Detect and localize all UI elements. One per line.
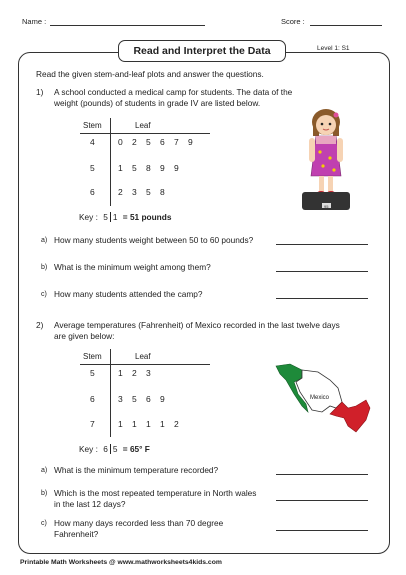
- instructions: Read the given stem-and-leaf plots and answer the questions.: [36, 69, 264, 79]
- p1-leaf: 3: [132, 187, 137, 197]
- p1-leaf: 2: [118, 187, 123, 197]
- p2-leaf: 2: [132, 368, 137, 378]
- p2-leaf: 1: [118, 368, 123, 378]
- p1-leaf: 5: [146, 187, 151, 197]
- q2b-text-2: in the last 12 days?: [54, 499, 126, 509]
- q1a-letter: a): [41, 237, 48, 244]
- p1-leaf-header: Leaf: [135, 121, 151, 130]
- p2-key-stem: 6: [103, 444, 108, 454]
- q2c-letter: c): [41, 520, 47, 527]
- p2-leaf: 6: [146, 394, 151, 404]
- p2-leaf: 5: [132, 394, 137, 404]
- p2-leaf: 2: [174, 419, 179, 429]
- q2a-text: What is the minimum temperature recorded?: [54, 465, 219, 475]
- score-line[interactable]: [310, 25, 382, 26]
- problem-2-number: 2): [36, 320, 44, 330]
- p2-stem: 7: [90, 419, 95, 429]
- q1b-letter: b): [41, 264, 48, 271]
- p1-header-rule: [80, 133, 210, 134]
- q1c-text: How many students attended the camp?: [54, 289, 203, 299]
- q2c-text-1: How many days recorded less than 70 degree: [54, 518, 224, 528]
- p1-stem: 6: [90, 187, 95, 197]
- p2-key-label: Key :: [79, 444, 98, 454]
- name-line[interactable]: [50, 25, 205, 26]
- p1-key-stem: 5: [103, 212, 108, 222]
- level-label: Level 1: S1: [317, 45, 350, 52]
- q2b-answer-line[interactable]: [276, 500, 368, 501]
- p2-leaf: 3: [146, 368, 151, 378]
- p2-key-value: = 65° F: [122, 444, 150, 454]
- p1-leaf: 6: [160, 137, 165, 147]
- score-label: Score :: [281, 17, 305, 26]
- mexico-label: Mexico: [310, 395, 330, 401]
- p2-leaf: 9: [160, 394, 165, 404]
- p1-key-leaf: 1: [112, 212, 118, 222]
- q1c-answer-line[interactable]: [276, 298, 368, 299]
- problem-2-text-1: Average temperatures (Fahrenheit) of Mexico recorded in the last twelve days: [54, 320, 340, 330]
- p1-key-value: = 51 pounds: [122, 212, 172, 222]
- p2-key-divider: [110, 444, 111, 454]
- p1-key-label: Key :: [79, 212, 98, 222]
- p2-leaf-header: Leaf: [135, 352, 151, 361]
- p1-leaf: 7: [174, 137, 179, 147]
- p1-stem-header: Stem: [83, 121, 102, 130]
- problem-1-number: 1): [36, 87, 44, 97]
- q2b-letter: b): [41, 490, 48, 497]
- q2b-text-1: Which is the most repeated temperature in North wales: [54, 488, 257, 498]
- q2a-letter: a): [41, 467, 48, 474]
- p2-leaf: 1: [160, 419, 165, 429]
- p1-key: [79, 212, 171, 223]
- p1-key-divider: [110, 212, 111, 222]
- problem-1-text-1: A school conducted a medical camp for students. The data of the: [54, 87, 293, 97]
- q1b-text: What is the minimum weight among them?: [54, 262, 211, 272]
- p2-leaf: 1: [132, 419, 137, 429]
- problem-1-text-2: weight (pounds) of students in grade IV are listed below.: [54, 98, 261, 108]
- p1-leaf: 1: [118, 163, 123, 173]
- p2-leaf: 1: [146, 419, 151, 429]
- p1-stem: 5: [90, 163, 95, 173]
- p1-leaf: 9: [188, 137, 193, 147]
- footer-text: Printable Math Worksheets @ www.mathworksheets4kids.com: [20, 559, 222, 566]
- p1-leaf: 0: [118, 137, 123, 147]
- p1-leaf: 5: [132, 163, 137, 173]
- p1-leaf: 2: [132, 137, 137, 147]
- q2c-answer-line[interactable]: [276, 530, 368, 531]
- q1c-letter: c): [41, 291, 47, 298]
- p2-stem: 6: [90, 394, 95, 404]
- p1-leaf: 9: [174, 163, 179, 173]
- p2-key: [79, 444, 150, 455]
- p2-stem-divider: [110, 349, 111, 437]
- q1a-text: How many students weight between 50 to 60 pounds?: [54, 235, 254, 245]
- p1-stem-divider: [110, 118, 111, 206]
- p1-leaf: 5: [146, 137, 151, 147]
- q1b-answer-line[interactable]: [276, 271, 368, 272]
- name-label: Name :: [22, 17, 47, 26]
- p2-header-rule: [80, 364, 210, 365]
- p1-leaf: 8: [146, 163, 151, 173]
- p2-leaf: 3: [118, 394, 123, 404]
- q2c-text-2: Fahrenheit?: [54, 529, 99, 539]
- girl-on-scale-illustration: [296, 104, 356, 214]
- p2-stem: 5: [90, 368, 95, 378]
- p2-key-leaf: 5: [112, 444, 118, 454]
- p1-stem: 4: [90, 137, 95, 147]
- p2-stem-header: Stem: [83, 352, 102, 361]
- p1-leaf: 9: [160, 163, 165, 173]
- p1-leaf: 8: [160, 187, 165, 197]
- p2-leaf: 1: [118, 419, 123, 429]
- scale-readout: 95: [324, 204, 329, 209]
- problem-2-text-2: are given below:: [54, 331, 115, 341]
- q1a-answer-line[interactable]: [276, 244, 368, 245]
- q2a-answer-line[interactable]: [276, 474, 368, 475]
- worksheet-title: Read and Interpret the Data: [118, 40, 286, 62]
